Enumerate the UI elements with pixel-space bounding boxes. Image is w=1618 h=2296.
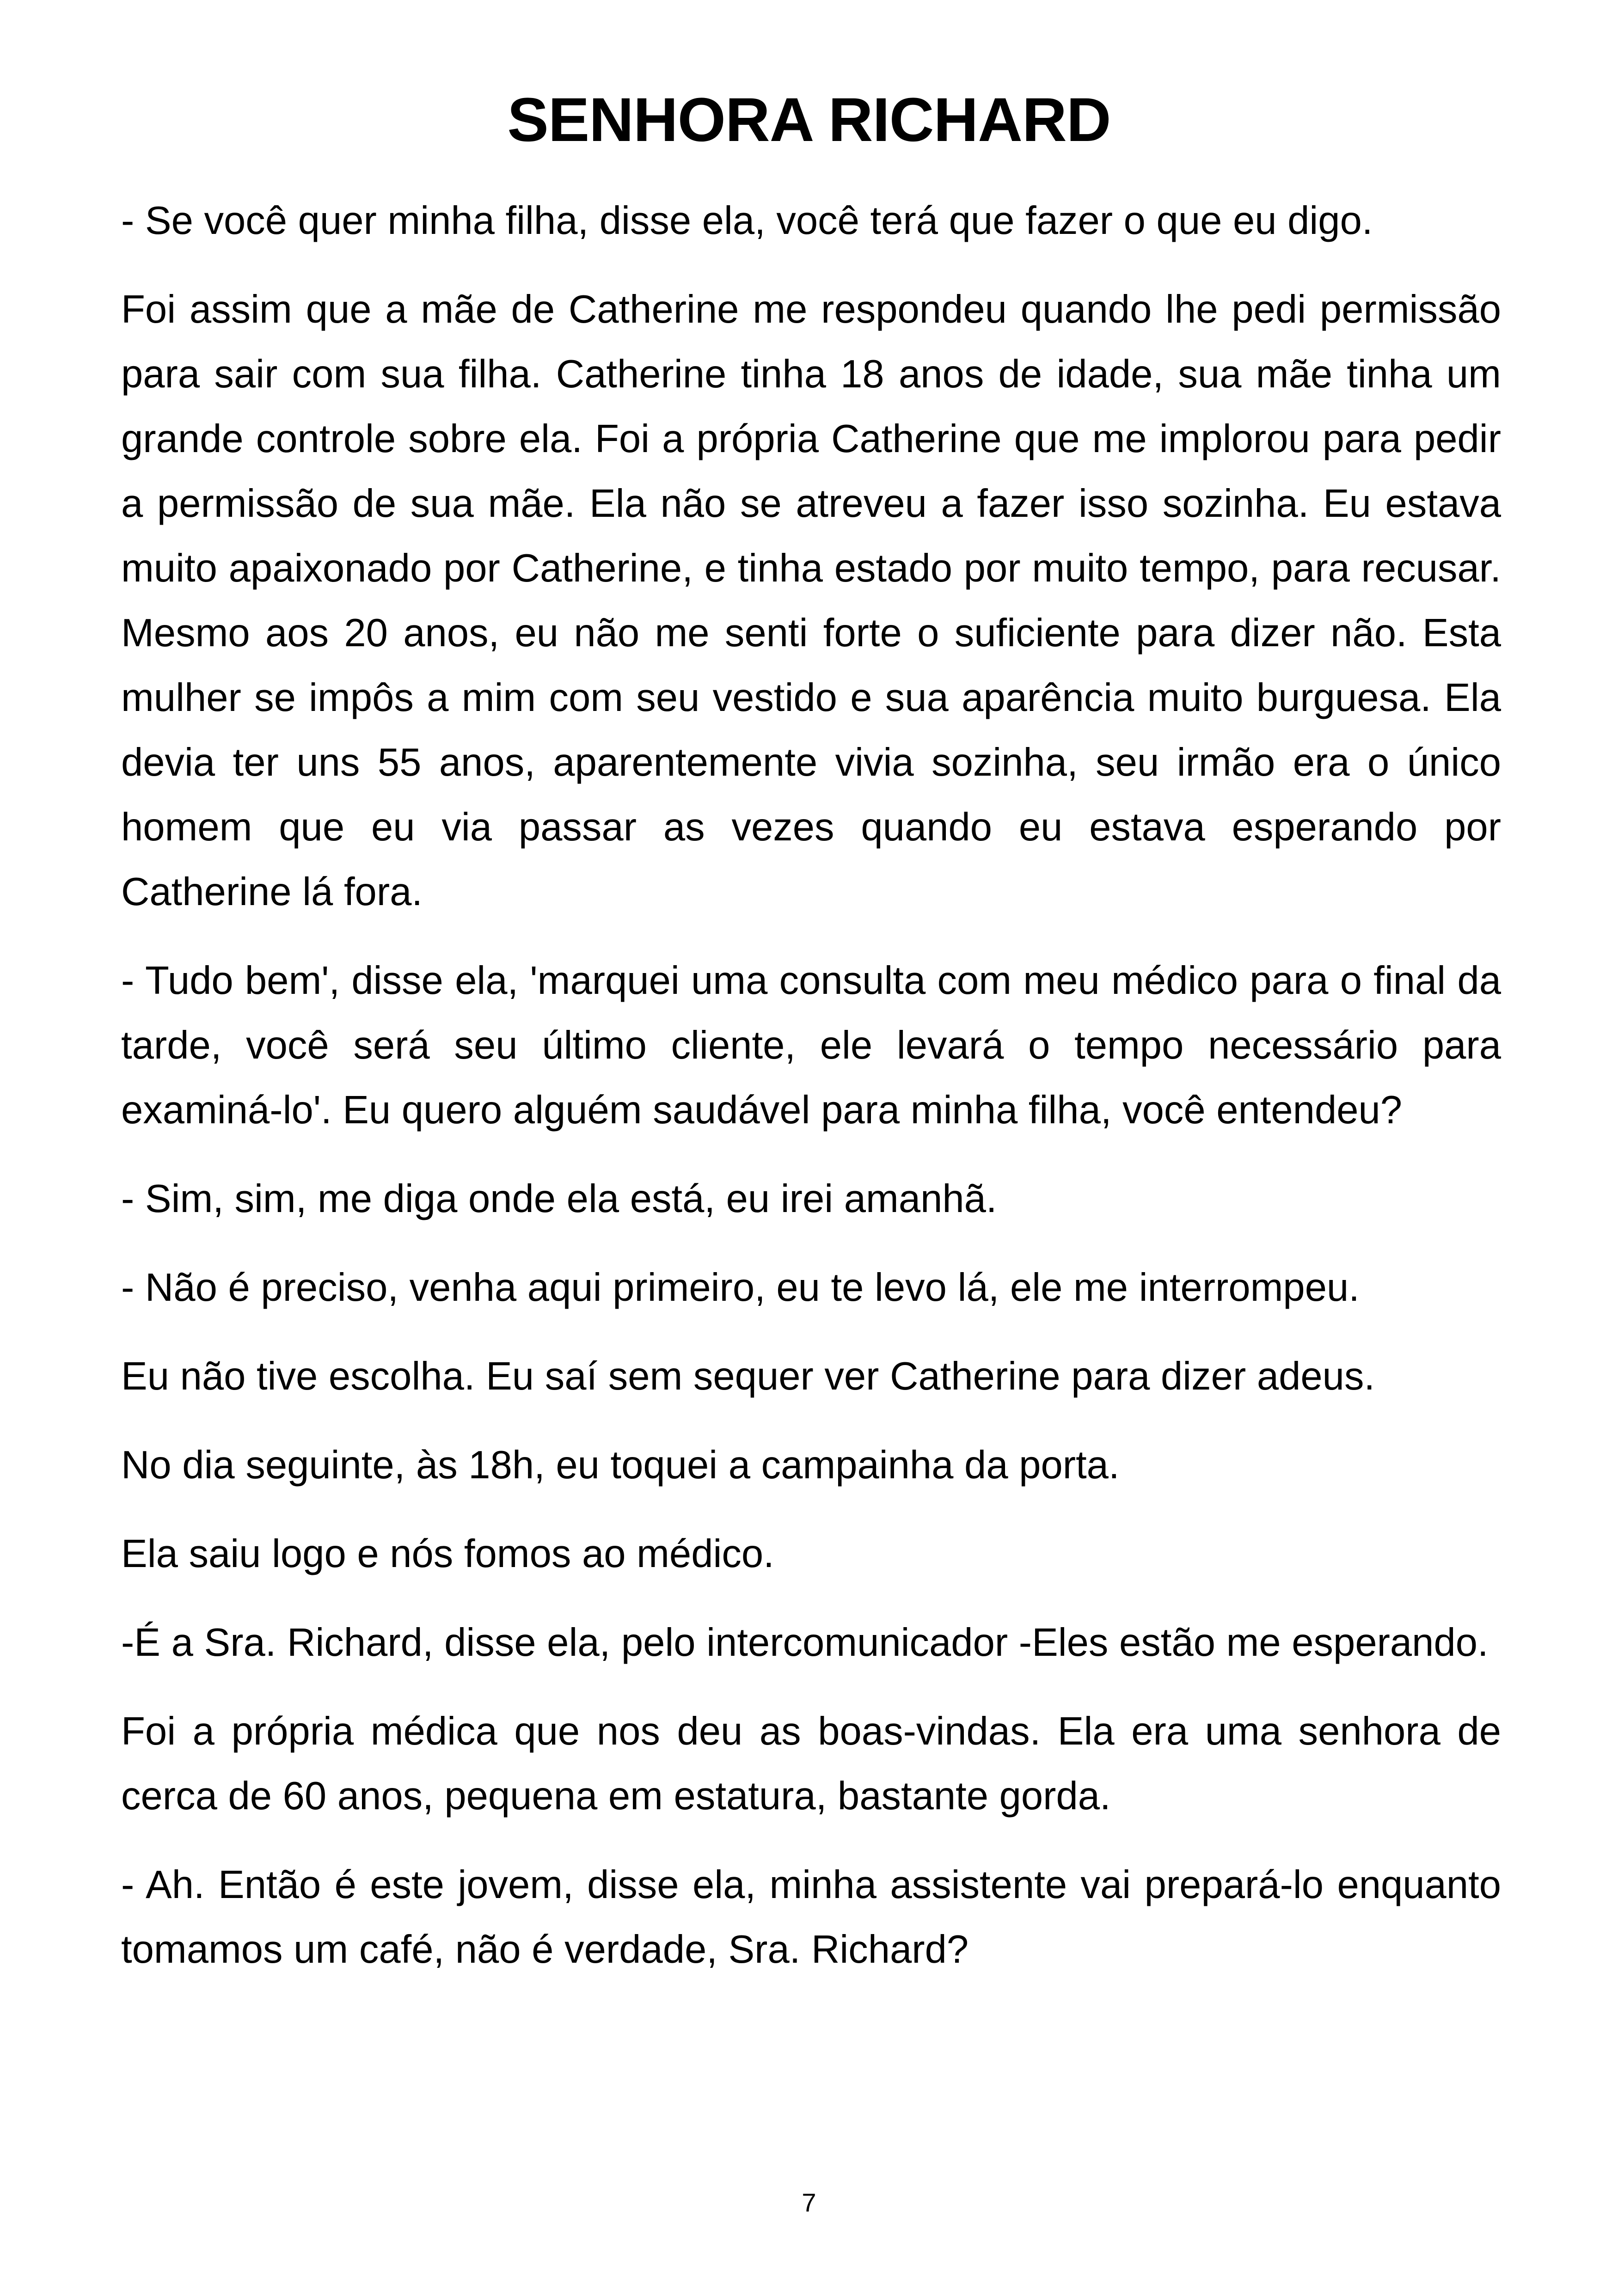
paragraph: Foi a própria médica que nos deu as boas-vindas. Ela era uma senhora de cerca de 60 anos, pequena em estatura, bastante gorda. [121, 1709, 1501, 1818]
paragraph: - Ah. Então é este jovem, disse ela, minha assistente vai prepará-lo enquanto tomamos um café, não é verdade, Sra. Richard? [121, 1863, 1501, 1971]
paragraph: Ela saiu logo e nós fomos ao médico. [121, 1532, 774, 1576]
paragraph: No dia seguinte, às 18h, eu toquei a campainha da porta. [121, 1443, 1120, 1487]
paragraph: - Se você quer minha filha, disse ela, você terá que fazer o que eu digo. [121, 199, 1373, 243]
paragraph: -É a Sra. Richard, disse ela, pelo intercomunicador -Eles estão me esperando. [121, 1621, 1489, 1665]
paragraph: - Sim, sim, me diga onde ela está, eu irei amanhã. [121, 1177, 997, 1221]
paragraph: - Tudo bem', disse ela, 'marquei uma consulta com meu médico para o final da tarde, você será seu último cliente, ele levará o tempo necessário para examiná-lo'. Eu quero alguém saudável para minha filha, você entendeu? [121, 959, 1501, 1132]
paragraph: - Não é preciso, venha aqui primeiro, eu te levo lá, ele me interrompeu. [121, 1266, 1360, 1310]
paragraph: Foi assim que a mãe de Catherine me respondeu quando lhe pedi permissão para sair com sua filha. Catherine tinha 18 anos de idade, sua mãe tinha um grande controle sobre ela. Foi a própria Catherine que me implorou para pedir a permissão de sua mãe. Ela não se atreveu a fazer isso sozinha. Eu estava muito apaixonado por Catherine, e tinha estado por muito tempo, para recusar. Mesmo aos 20 anos, eu não me senti forte o suficiente para dizer não. Esta mulher se impôs a mim com seu vestido e sua aparência muito burguesa. Ela devia ter uns 55 anos, aparentemente vivia sozinha, seu irmão era o único homem que eu via passar as vezes quando eu estava esperando por Catherine lá fora. [121, 288, 1501, 914]
paragraph: Eu não tive escolha. Eu saí sem sequer ver Catherine para dizer adeus. [121, 1354, 1375, 1398]
body-text [121, 189, 1501, 2006]
page-number: 7 [802, 2188, 816, 2217]
page-title: SENHORA RICHARD [507, 86, 1111, 154]
